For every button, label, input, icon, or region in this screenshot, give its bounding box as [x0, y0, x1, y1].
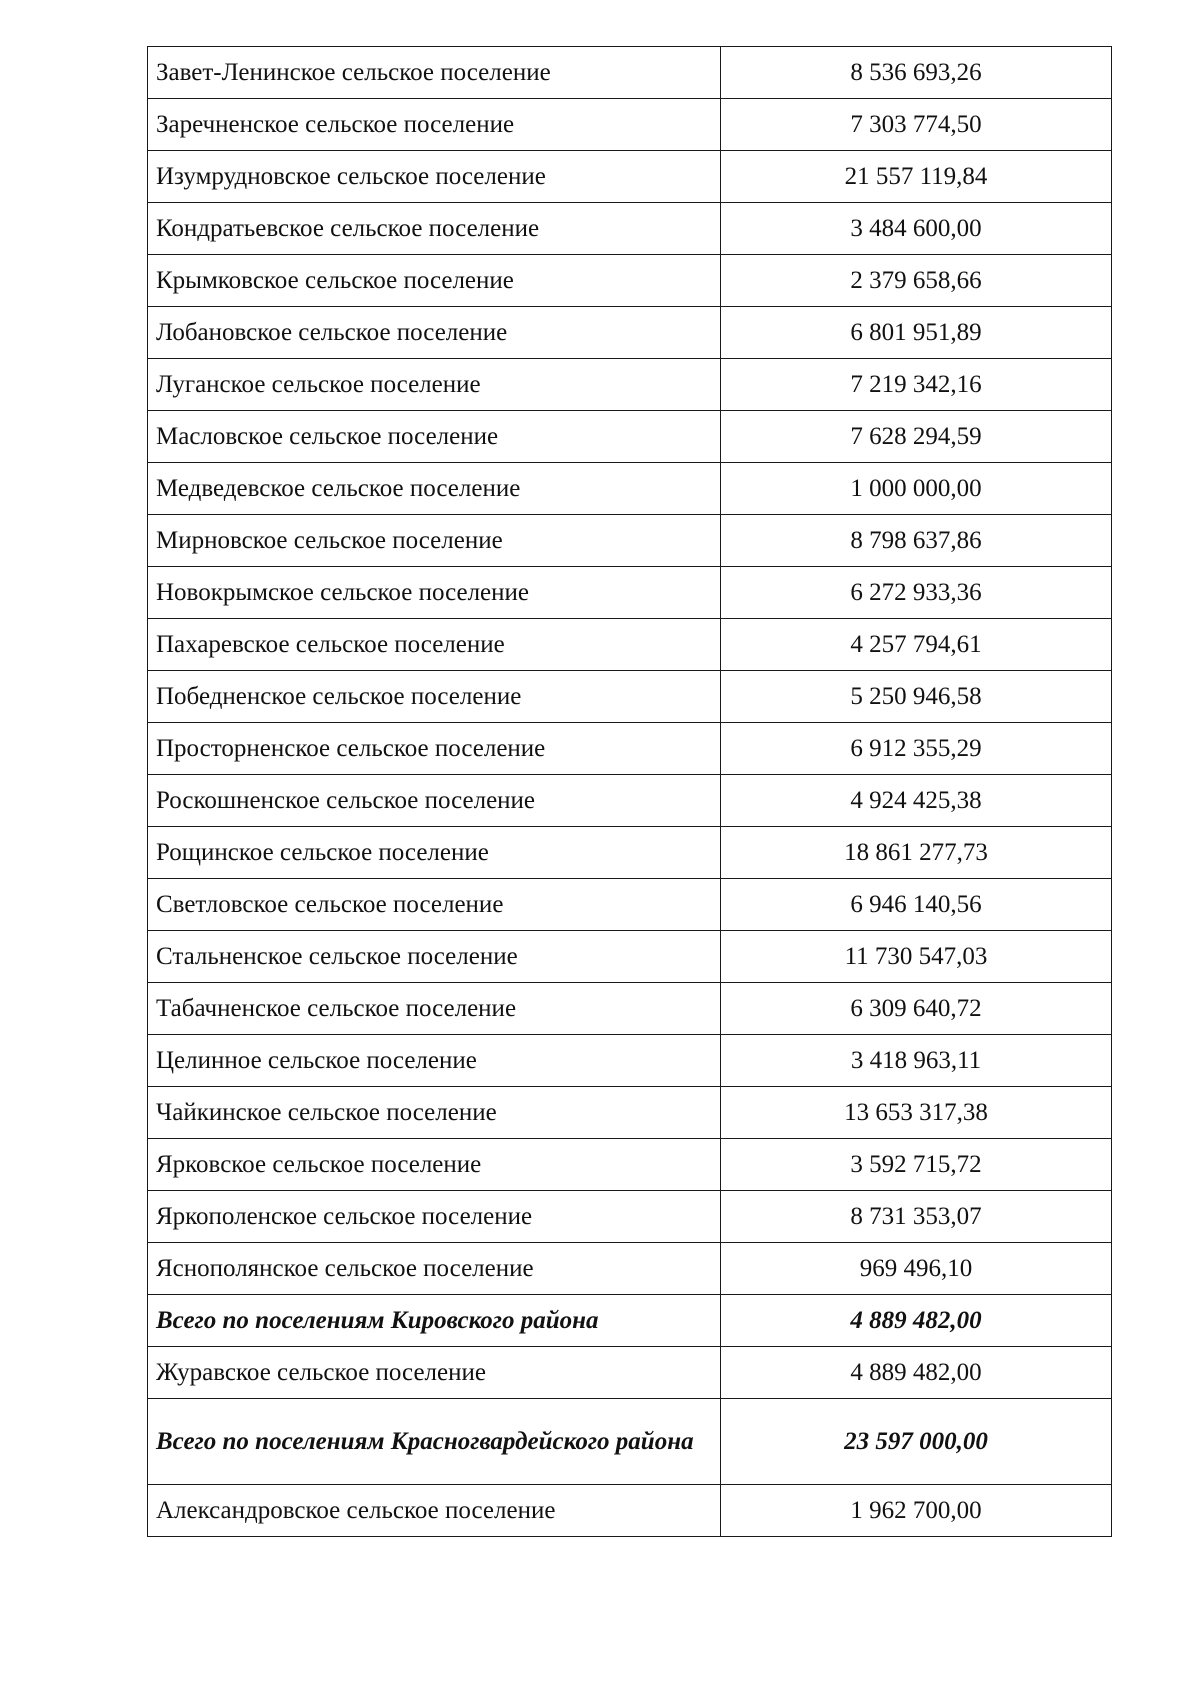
settlement-name-cell: Медведевское сельское поселение: [148, 463, 721, 515]
settlement-name-cell: Просторненское сельское поселение: [148, 723, 721, 775]
settlement-name-cell: Светловское сельское поселение: [148, 879, 721, 931]
settlement-name-cell: Роскошненское сельское поселение: [148, 775, 721, 827]
table-row: [148, 307, 1112, 359]
table-row: [148, 255, 1112, 307]
table-row: [148, 47, 1112, 99]
settlement-name-cell: Александровское сельское поселение: [148, 1485, 721, 1537]
table-row: [148, 463, 1112, 515]
settlement-name-cell: Чайкинское сельское поселение: [148, 1087, 721, 1139]
settlement-name-cell: Луганское сельское поселение: [148, 359, 721, 411]
amount-cell: 7 303 774,50: [721, 99, 1112, 151]
document-page: [147, 46, 1103, 1537]
table-row: [148, 775, 1112, 827]
settlement-name-cell: Завет-Ленинское сельское поселение: [148, 47, 721, 99]
settlement-name-cell: Стальненское сельское поселение: [148, 931, 721, 983]
settlement-name-cell: Изумрудновское сельское поселение: [148, 151, 721, 203]
amount-cell: 3 418 963,11: [721, 1035, 1112, 1087]
settlement-name-cell: Табачненское сельское поселение: [148, 983, 721, 1035]
district-total-amount: 4 889 482,00: [721, 1295, 1112, 1347]
table-row: [148, 1035, 1112, 1087]
settlement-name-cell: Победненское сельское поселение: [148, 671, 721, 723]
amount-cell: 2 379 658,66: [721, 255, 1112, 307]
amount-cell: 4 257 794,61: [721, 619, 1112, 671]
table-row: [148, 931, 1112, 983]
table-row: [148, 671, 1112, 723]
amount-cell: 8 798 637,86: [721, 515, 1112, 567]
amount-cell: 6 309 640,72: [721, 983, 1112, 1035]
district-total-row: [148, 1399, 1112, 1485]
settlement-name-cell: Журавское сельское поселение: [148, 1347, 721, 1399]
amount-cell: 969 496,10: [721, 1243, 1112, 1295]
settlement-allocation-table: [147, 46, 1112, 1537]
settlement-name-cell: Целинное сельское поселение: [148, 1035, 721, 1087]
table-row: [148, 411, 1112, 463]
amount-cell: 7 628 294,59: [721, 411, 1112, 463]
table-row: [148, 723, 1112, 775]
district-total-label: Всего по поселениям Красногвардейского района: [148, 1399, 721, 1485]
amount-cell: 6 801 951,89: [721, 307, 1112, 359]
amount-cell: 3 484 600,00: [721, 203, 1112, 255]
table-row: [148, 203, 1112, 255]
table-row: [148, 1485, 1112, 1537]
amount-cell: 4 889 482,00: [721, 1347, 1112, 1399]
settlement-name-cell: Кондратьевское сельское поселение: [148, 203, 721, 255]
amount-cell: 1 962 700,00: [721, 1485, 1112, 1537]
settlement-name-cell: Лобановское сельское поселение: [148, 307, 721, 359]
amount-cell: 13 653 317,38: [721, 1087, 1112, 1139]
district-total-amount: 23 597 000,00: [721, 1399, 1112, 1485]
settlement-name-cell: Яркополенское сельское поселение: [148, 1191, 721, 1243]
table-row: [148, 515, 1112, 567]
settlement-name-cell: Ярковское сельское поселение: [148, 1139, 721, 1191]
amount-cell: 6 272 933,36: [721, 567, 1112, 619]
table-row: [148, 1139, 1112, 1191]
settlement-name-cell: Масловское сельское поселение: [148, 411, 721, 463]
table-row: [148, 567, 1112, 619]
table-row: [148, 99, 1112, 151]
amount-cell: 21 557 119,84: [721, 151, 1112, 203]
settlement-name-cell: Новокрымское сельское поселение: [148, 567, 721, 619]
amount-cell: 4 924 425,38: [721, 775, 1112, 827]
amount-cell: 6 946 140,56: [721, 879, 1112, 931]
settlement-name-cell: Крымковское сельское поселение: [148, 255, 721, 307]
table-row: [148, 151, 1112, 203]
district-total-row: [148, 1295, 1112, 1347]
amount-cell: 8 731 353,07: [721, 1191, 1112, 1243]
amount-cell: 7 219 342,16: [721, 359, 1112, 411]
table-row: [148, 1347, 1112, 1399]
table-row: [148, 1087, 1112, 1139]
amount-cell: 6 912 355,29: [721, 723, 1112, 775]
table-body: [148, 47, 1112, 1537]
table-row: [148, 983, 1112, 1035]
amount-cell: 5 250 946,58: [721, 671, 1112, 723]
settlement-name-cell: Мирновское сельское поселение: [148, 515, 721, 567]
district-total-label: Всего по поселениям Кировского района: [148, 1295, 721, 1347]
settlement-name-cell: Яснополянское сельское поселение: [148, 1243, 721, 1295]
table-row: [148, 359, 1112, 411]
table-row: [148, 1243, 1112, 1295]
settlement-name-cell: Пахаревское сельское поселение: [148, 619, 721, 671]
amount-cell: 18 861 277,73: [721, 827, 1112, 879]
amount-cell: 8 536 693,26: [721, 47, 1112, 99]
settlement-name-cell: Заречненское сельское поселение: [148, 99, 721, 151]
settlement-name-cell: Рощинское сельское поселение: [148, 827, 721, 879]
amount-cell: 3 592 715,72: [721, 1139, 1112, 1191]
table-row: [148, 619, 1112, 671]
table-row: [148, 879, 1112, 931]
amount-cell: 1 000 000,00: [721, 463, 1112, 515]
amount-cell: 11 730 547,03: [721, 931, 1112, 983]
table-row: [148, 827, 1112, 879]
table-row: [148, 1191, 1112, 1243]
